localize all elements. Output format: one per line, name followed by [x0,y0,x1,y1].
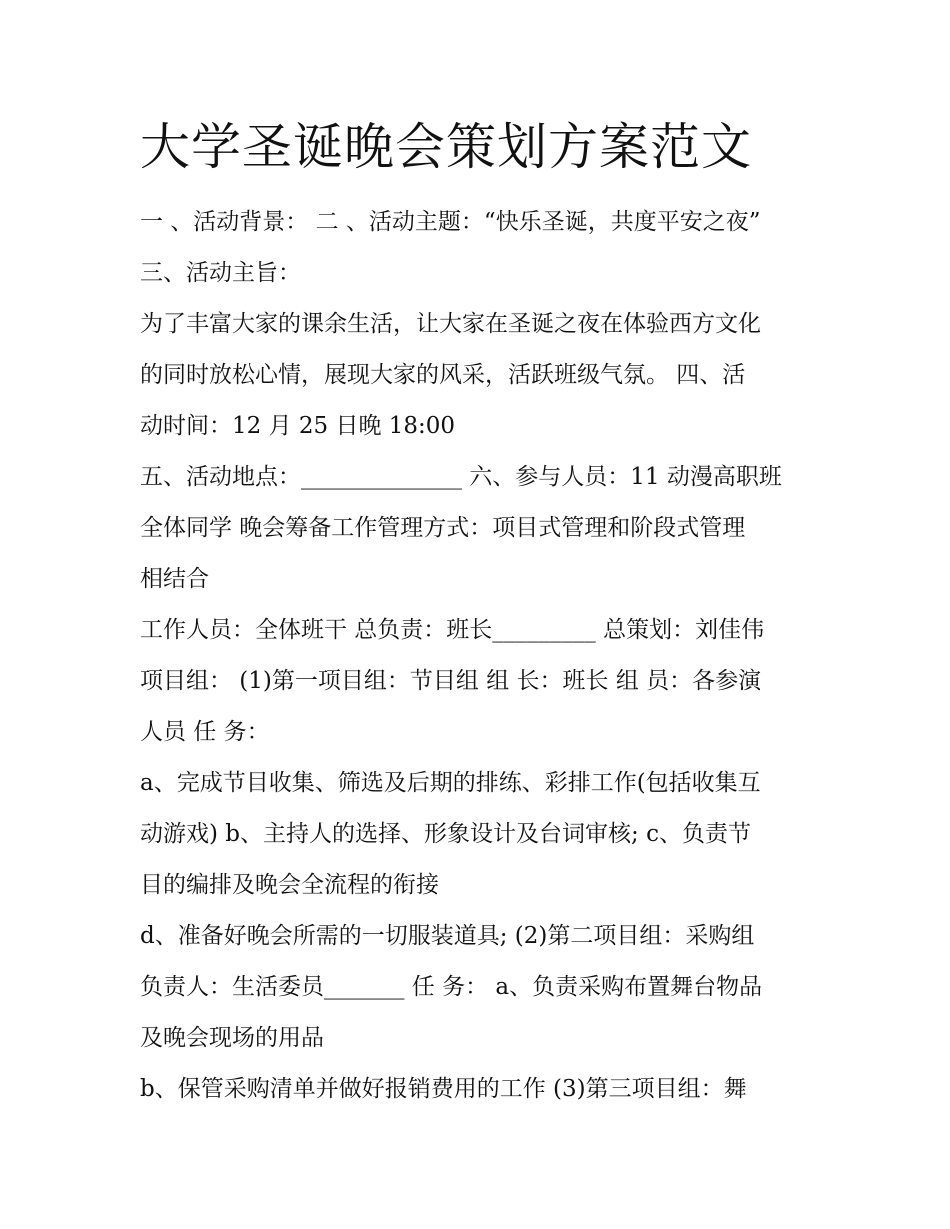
body-line: 一 、活动背景： 二 、活动主题：“快乐圣诞，共度平安之夜” [140,209,761,235]
body-line: 工作人员：全体班干 总负责：班长_________ 总策划：刘佳伟 [140,617,765,643]
body-line: 五、活动地点：______________ 六、参与人员：11 动漫高职班 [140,464,782,490]
body-line: 为了丰富大家的课余生活，让大家在圣诞之夜在体验西方文化 [140,311,761,337]
body-line: d、准备好晚会所需的一切服装道具; (2)第二项目组：采购组 [140,923,755,949]
body-line: 项目组： (1)第一项目组：节目组 组 长：班长 组 员：各参演 [140,668,762,694]
body-line: 负责人：生活委员_______ 任 务： a、负责采购布置舞台物品 [140,974,763,1000]
body-line: 人员 任 务： [140,719,270,745]
document-title: 大学圣诞晚会策划方案范文 [140,118,752,176]
body-line: 的同时放松心情，展现大家的风采，活跃班级气氛。 四、活 [140,362,746,388]
body-line: 目的编排及晚会全流程的衔接 [140,872,439,898]
body-line: 动时间：12 月 25 日晚 18:00 [140,413,456,439]
body-line: 全体同学 晚会筹备工作管理方式：项目式管理和阶段式管理 [140,515,746,541]
body-line: a、完成节目收集、筛选及后期的排练、彩排工作(包括收集互 [140,770,761,796]
body-line: 动游戏) b、主持人的选择、形象设计及台词审核; c、负责节 [140,821,751,847]
body-line: 及晚会现场的用品 [140,1025,324,1051]
body-line: 三、活动主旨： [140,260,301,286]
body-line: 相结合 [140,566,209,592]
body-line: b、保管采购清单并做好报销费用的工作 (3)第三项目组：舞 [140,1076,747,1102]
